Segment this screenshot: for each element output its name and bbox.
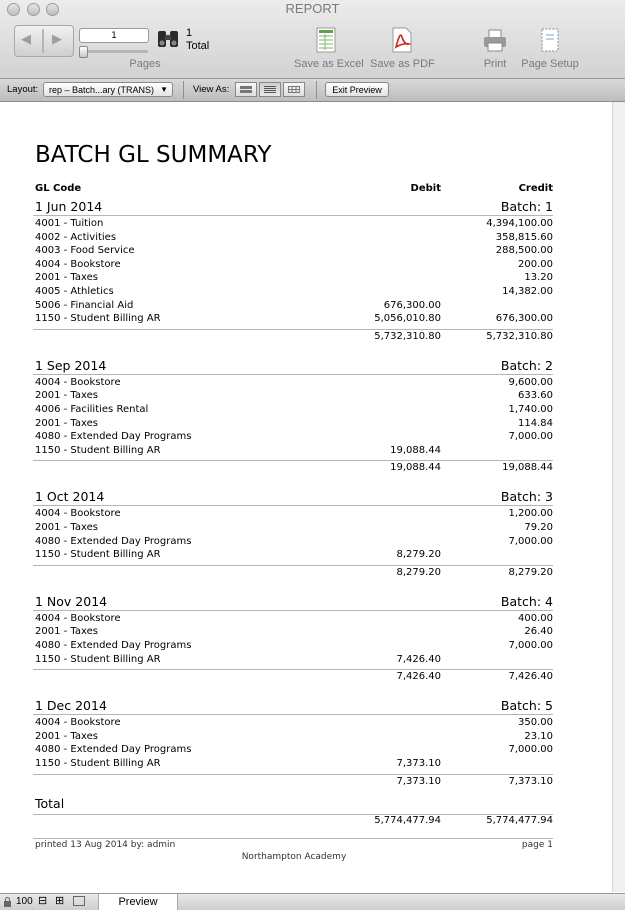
gl-row [35,640,553,654]
credit-amount: 200.00 [518,258,553,270]
gl-row [35,377,553,391]
account-name: 4004 - Bookstore [35,508,121,520]
batch-total-row [35,462,553,476]
page-slider-thumb[interactable] [79,46,88,58]
batch-date: 1 Jun 2014 [35,199,103,214]
grand-total-label: Total [35,796,65,811]
gl-row [35,508,553,522]
gl-row [35,731,553,745]
batch-total-debit: 8,279.20 [396,566,441,578]
batch-total-row [35,776,553,790]
organization-name: Northampton Academy [241,852,347,862]
page-slider-track[interactable] [80,50,148,53]
credit-amount: 26.40 [524,626,553,638]
batch-total-credit: 19,088.44 [502,462,553,474]
account-name: 2001 - Taxes [35,730,98,742]
gl-row [35,536,553,550]
account-name: 2001 - Taxes [35,522,98,533]
window-title: REPORT [285,1,340,16]
account-name: 2001 - Taxes [35,417,98,429]
account-name: 4080 - Extended Day Programs [35,431,192,443]
window-toolbar [0,0,625,79]
batch-total-credit: 7,426.40 [508,671,553,683]
toolbar-divider [316,81,317,99]
gl-row [35,445,553,459]
account-name: 4003 - Food Service [35,245,135,257]
debit-amount: 8,279.20 [396,549,441,561]
account-name: 4005 - Athletics [35,286,114,297]
table-view-icon [288,86,300,93]
account-name: 4080 - Extended Day Programs [35,744,192,756]
credit-amount: 4,394,100.00 [486,218,553,229]
batch-date: 1 Dec 2014 [35,698,107,714]
binoculars-icon [157,29,179,49]
gl-row [35,613,553,627]
account-name: 1150 - Student Billing AR [35,444,161,456]
batch-date: 1 Oct 2014 [35,489,105,505]
layout-dropdown-value: rep – Batch...ary (TRANS) [49,85,155,95]
credit-amount: 676,300.00 [495,313,553,325]
account-name: 1150 - Student Billing AR [35,653,161,665]
debit-amount: 7,373.10 [396,758,441,769]
list-view-icon [264,86,276,93]
status-bar [0,893,625,910]
status-toggle-icon[interactable] [73,896,85,906]
account-name: 4004 - Bookstore [35,376,121,388]
zoom-out-icon[interactable]: ⊟ [38,895,48,907]
save-as-pdf-label: Save as PDF [370,58,435,70]
credit-amount: 13.20 [524,272,553,284]
batch-total-debit: 7,373.10 [396,775,441,787]
previous-page-arrow-icon[interactable]: ◀ [21,32,31,47]
layout-label: Layout: [7,84,39,95]
page-setup-icon [538,27,562,53]
print-button[interactable] [483,27,507,70]
account-name: 4004 - Bookstore [35,612,121,624]
gl-row [35,431,553,445]
credit-amount: 7,000.00 [508,535,553,547]
batch-total-credit: 7,373.10 [508,775,553,787]
gl-row [35,549,553,563]
layout-bar [0,79,625,102]
gl-row [35,259,553,273]
view-as-table-button[interactable] [283,82,305,97]
credit-amount: 350.00 [518,717,553,729]
debit-amount: 5,056,010.80 [374,313,441,325]
batch-total-row [35,331,553,345]
footer-divider [33,838,553,839]
batch-number: Batch: 1 [500,199,553,214]
save-as-pdf-button[interactable] [370,27,435,70]
account-name: 5006 - Financial Aid [35,299,134,311]
grand-total-debit: 5,774,477.94 [374,815,441,826]
credit-column-header: Credit [518,183,553,194]
debit-amount: 7,426.40 [396,653,441,665]
credit-amount: 7,000.00 [508,744,553,756]
credit-amount: 114.84 [518,417,553,429]
account-name: 4006 - Facilities Rental [35,404,149,415]
subtotal-rule [33,774,553,775]
account-name: 4080 - Extended Day Programs [35,640,192,651]
gl-row [35,286,553,300]
gl-row [35,626,553,640]
page-setup-button[interactable] [521,27,579,70]
batch-number: Batch: 3 [500,489,553,505]
credit-amount: 23.10 [524,730,553,742]
batch-total-credit: 8,279.20 [508,566,553,578]
gl-row [35,390,553,404]
account-name: 4001 - Tuition [35,218,104,229]
account-name: 1150 - Student Billing AR [35,313,161,325]
page-number-text: page 1 [521,840,553,850]
batch-total-credit: 5,732,310.80 [486,330,553,342]
batch-total-debit: 19,088.44 [390,462,441,474]
subtotal-rule [33,329,553,330]
save-as-excel-label: Save as Excel [294,58,364,70]
account-name: 4004 - Bookstore [35,258,121,270]
gl-row [35,418,553,432]
gl-row [35,245,553,259]
gl-code-column-header: GL Code [35,183,82,194]
batch-number: Batch: 4 [500,593,553,609]
printer-icon [483,27,507,53]
page-setup-label: Page Setup [521,58,579,70]
vertical-scrollbar[interactable] [612,102,625,892]
batch-header-rule [33,215,553,216]
save-as-excel-button[interactable] [294,27,364,70]
pdf-document-icon [390,27,414,53]
grand-total-row [35,815,553,829]
pages-label: Pages [129,58,161,70]
batch-total-row [35,567,553,581]
batch-total-debit: 5,732,310.80 [374,330,441,342]
batch-header-rule [33,505,553,506]
credit-amount: 358,815.60 [495,231,553,243]
grand-total-credit: 5,774,477.94 [486,815,553,826]
exit-preview-button[interactable]: Exit Preview [325,82,389,97]
toolbar-divider [183,81,184,99]
account-name: 1150 - Student Billing AR [35,549,161,561]
zoom-level: 100 [16,896,33,907]
printed-by-text: printed 13 Aug 2014 by: admin [35,840,176,850]
batch-header-rule [33,714,553,715]
layout-dropdown[interactable] [43,82,173,97]
subtotal-rule [33,669,553,670]
page-number-input[interactable]: 1 [79,28,149,43]
account-name: 4080 - Extended Day Programs [35,535,192,547]
debit-column-header: Debit [410,183,441,194]
gl-row [35,744,553,758]
subtotal-rule [33,460,553,461]
credit-amount: 7,000.00 [508,640,553,651]
debit-amount: 19,088.44 [390,444,441,456]
batch-date: 1 Nov 2014 [35,593,108,609]
page-total-count: 1 [186,27,193,39]
view-as-list-button[interactable] [259,82,281,97]
batch-total-debit: 7,426.40 [396,671,441,683]
credit-amount: 1,200.00 [508,508,553,520]
credit-amount: 1,740.00 [508,404,553,415]
account-name: 1150 - Student Billing AR [35,758,161,769]
batch-header-rule [33,610,553,611]
credit-amount: 9,600.00 [508,376,553,388]
batch-date: 1 Sep 2014 [35,357,107,373]
account-name: 4002 - Activities [35,231,117,243]
debit-amount: 676,300.00 [383,299,441,311]
zoom-in-icon[interactable]: ⊞ [55,895,65,907]
mode-indicator[interactable]: Preview [98,894,178,910]
page-flip-book-icon[interactable] [14,25,74,57]
next-page-arrow-icon[interactable]: ▶ [52,32,62,47]
gl-row [35,313,553,327]
account-name: 2001 - Taxes [35,390,98,402]
account-name: 4004 - Bookstore [35,717,121,729]
subtotal-rule [33,565,553,566]
excel-spreadsheet-icon [314,27,338,53]
credit-amount: 79.20 [524,522,553,533]
batch-number: Batch: 5 [500,698,553,714]
gl-row [35,300,553,314]
print-label: Print [483,58,507,70]
lock-icon[interactable] [3,897,12,907]
batch-header-rule [33,374,553,375]
gl-row [35,717,553,731]
view-as-label: View As: [193,84,230,95]
view-as-form-button[interactable] [235,82,257,97]
gl-row [35,272,553,286]
batch-number: Batch: 2 [500,357,553,373]
gl-row [35,218,553,232]
account-name: 2001 - Taxes [35,626,98,638]
gl-row [35,404,553,418]
account-name: 2001 - Taxes [35,272,98,284]
credit-amount: 7,000.00 [508,431,553,443]
batch-total-row [35,671,553,685]
credit-amount: 400.00 [518,612,553,624]
credit-amount: 14,382.00 [502,286,553,297]
gl-row [35,654,553,668]
gl-row [35,522,553,536]
report-title: BATCH GL SUMMARY [35,142,272,168]
credit-amount: 633.60 [518,390,553,402]
credit-amount: 288,500.00 [495,245,553,257]
form-view-icon [240,86,252,93]
gl-row [35,232,553,246]
gl-row [35,758,553,772]
total-label: Total [186,40,210,52]
dropdown-arrows-icon: ▼ [160,85,168,94]
